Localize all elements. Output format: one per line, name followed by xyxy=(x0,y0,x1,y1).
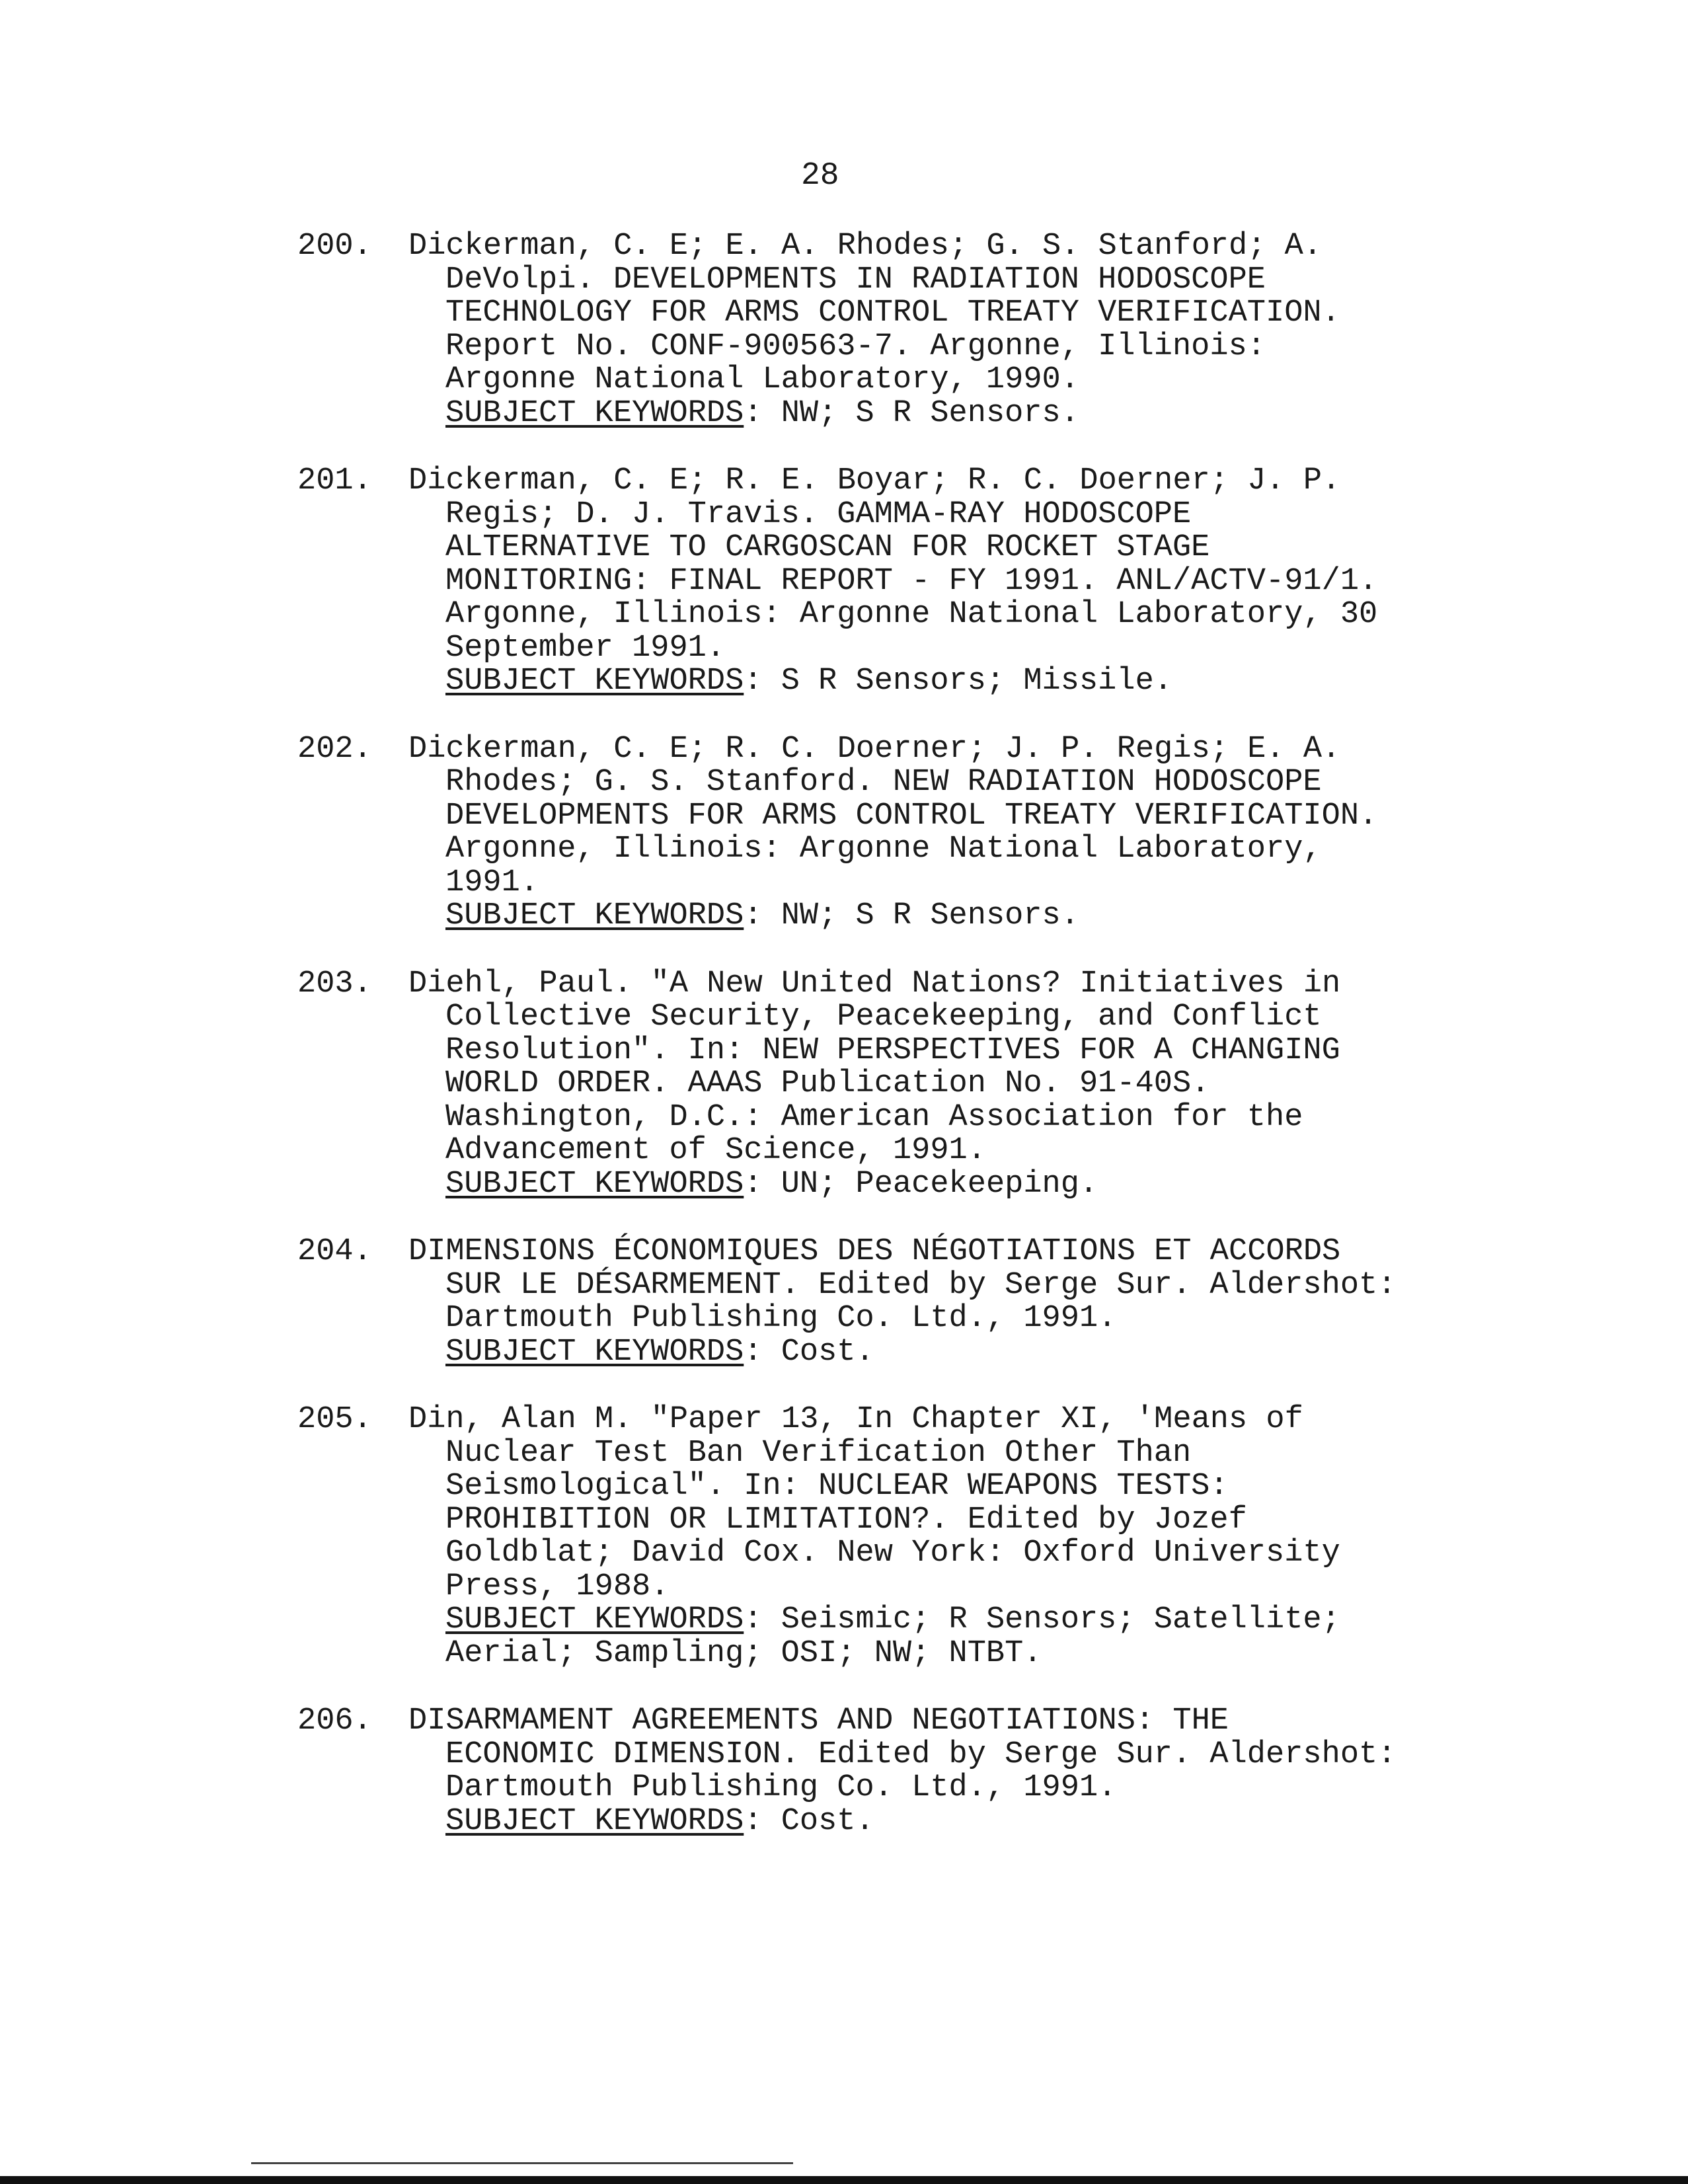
entry-citation xyxy=(408,733,1540,933)
citation-line: Washington, D.C.: American Association for the xyxy=(445,1099,1303,1135)
citation-line: Argonne, Illinois: Argonne National Laboratory, 30 xyxy=(445,597,1378,632)
entry-number: 206. xyxy=(297,1703,372,1738)
citation-line: Nuclear Test Ban Verification Other Than xyxy=(445,1435,1192,1471)
citation-line: Seismological". In: NUCLEAR WEAPONS TESTS: xyxy=(445,1469,1229,1504)
entry-citation xyxy=(408,1235,1540,1369)
entry-number: 200. xyxy=(297,229,372,264)
entry-number: 201. xyxy=(297,463,372,498)
scan-artifact-line xyxy=(251,2162,793,2164)
bibliography-entry xyxy=(297,733,1540,933)
bibliography-entry xyxy=(297,968,1540,1202)
citation-line: September 1991. xyxy=(445,630,726,666)
subject-keywords xyxy=(408,1168,1540,1202)
subject-keywords-label: SUBJECT KEYWORDS xyxy=(445,1334,744,1370)
bibliography-entry xyxy=(297,230,1540,430)
citation-line: Dickerman, C. E; R. E. Boyar; R. C. Doerner; J. P. xyxy=(408,463,1341,498)
subject-keywords-value: : NW; S R Sensors. xyxy=(744,898,1079,933)
subject-keywords-label: SUBJECT KEYWORDS xyxy=(445,395,744,431)
entry-citation xyxy=(408,1403,1540,1670)
bibliography-entry xyxy=(297,1235,1540,1369)
entry-number: 204. xyxy=(297,1234,372,1269)
citation-line: Argonne National Laboratory, 1990. xyxy=(445,362,1079,397)
subject-keywords xyxy=(408,397,1540,431)
bibliography-entry xyxy=(297,1705,1540,1838)
entry-citation xyxy=(408,968,1540,1202)
citation-line: WORLD ORDER. AAAS Publication No. 91-40S. xyxy=(445,1066,1210,1101)
entry-citation xyxy=(408,1705,1540,1838)
subject-keywords-label: SUBJECT KEYWORDS xyxy=(445,1803,744,1839)
subject-keywords-label: SUBJECT KEYWORDS xyxy=(445,664,744,699)
citation-line: TECHNOLOGY FOR ARMS CONTROL TREATY VERIFICATION. xyxy=(445,295,1340,331)
subject-keywords xyxy=(408,900,1540,933)
citation-line: MONITORING: FINAL REPORT - FY 1991. ANL/ACTV-91/1. xyxy=(445,563,1378,599)
citation-line: Din, Alan M. "Paper 13, In Chapter XI, 'Means of xyxy=(408,1402,1303,1437)
citation-line: Collective Security, Peacekeeping, and Conflict xyxy=(445,999,1322,1034)
entry-number: 202. xyxy=(297,731,372,767)
subject-keywords-value: : Seismic; R Sensors; Satellite; xyxy=(744,1602,1340,1637)
subject-keywords-value: : UN; Peacekeeping. xyxy=(744,1166,1098,1202)
citation-line: ALTERNATIVE TO CARGOSCAN FOR ROCKET STAGE xyxy=(445,530,1210,565)
citation-line: Advancement of Science, 1991. xyxy=(445,1133,986,1168)
subject-keywords-value: : S R Sensors; Missile. xyxy=(744,664,1172,699)
citation-line: Goldblat; David Cox. New York: Oxford University xyxy=(445,1536,1340,1571)
subject-keywords xyxy=(408,1637,1540,1671)
subject-keywords-label: SUBJECT KEYWORDS xyxy=(445,898,744,933)
citation-line: PROHIBITION OR LIMITATION?. Edited by Jozef xyxy=(445,1502,1247,1538)
citation-line: Resolution". In: NEW PERSPECTIVES FOR A CHANGING xyxy=(445,1033,1340,1068)
entry-citation xyxy=(408,230,1540,430)
citation-line: Dartmouth Publishing Co. Ltd., 1991. xyxy=(445,1770,1117,1805)
page-number: 28 xyxy=(801,158,839,194)
subject-keywords-value: Aerial; Sampling; OSI; NW; NTBT. xyxy=(445,1635,1042,1671)
entry-number: 205. xyxy=(297,1402,372,1437)
subject-keywords-label: SUBJECT KEYWORDS xyxy=(445,1602,744,1637)
subject-keywords-value: : NW; S R Sensors. xyxy=(744,395,1079,431)
citation-line: Report No. CONF-900563-7. Argonne, Illinois: xyxy=(445,329,1266,364)
bibliography-entry xyxy=(297,1403,1540,1670)
subject-keywords-value: : Cost. xyxy=(744,1334,874,1370)
citation-line: Dickerman, C. E; R. C. Doerner; J. P. Regis; E. A. xyxy=(408,731,1341,767)
entry-citation xyxy=(408,465,1540,699)
bibliography-entry xyxy=(297,465,1540,699)
page-bottom-edge xyxy=(0,2176,1688,2184)
citation-line: DeVolpi. DEVELOPMENTS IN RADIATION HODOSCOPE xyxy=(445,262,1266,297)
citation-line: Dickerman, C. E; E. A. Rhodes; G. S. Stanford; A. xyxy=(408,229,1323,264)
entry-number: 203. xyxy=(297,966,372,1001)
citation-line: Regis; D. J. Travis. GAMMA-RAY HODOSCOPE xyxy=(445,496,1192,532)
subject-keywords xyxy=(408,1604,1540,1637)
subject-keywords-label: SUBJECT KEYWORDS xyxy=(445,1166,744,1202)
citation-line: 1991. xyxy=(445,865,539,900)
subject-keywords xyxy=(408,1336,1540,1370)
bibliography-list xyxy=(297,230,1540,1873)
citation-line: DEVELOPMENTS FOR ARMS CONTROL TREATY VERIFICATION. xyxy=(445,798,1378,834)
citation-line: Diehl, Paul. "A New United Nations? Initiatives in xyxy=(408,966,1341,1001)
subject-keywords-value: : Cost. xyxy=(744,1803,874,1839)
citation-line: DIMENSIONS ÉCONOMIQUES DES NÉGOTIATIONS ET ACCORDS xyxy=(408,1234,1341,1269)
citation-line: DISARMAMENT AGREEMENTS AND NEGOTIATIONS: THE xyxy=(408,1703,1229,1738)
citation-line: Press, 1988. xyxy=(445,1569,670,1604)
citation-line: Argonne, Illinois: Argonne National Laboratory, xyxy=(445,832,1322,867)
citation-line: Dartmouth Publishing Co. Ltd., 1991. xyxy=(445,1301,1117,1336)
citation-line: ECONOMIC DIMENSION. Edited by Serge Sur. Aldershot: xyxy=(445,1736,1397,1772)
citation-line: SUR LE DÉSARMEMENT. Edited by Serge Sur. Aldershot: xyxy=(445,1267,1397,1303)
subject-keywords xyxy=(408,665,1540,699)
subject-keywords xyxy=(408,1805,1540,1839)
citation-line: Rhodes; G. S. Stanford. NEW RADIATION HODOSCOPE xyxy=(445,765,1322,800)
